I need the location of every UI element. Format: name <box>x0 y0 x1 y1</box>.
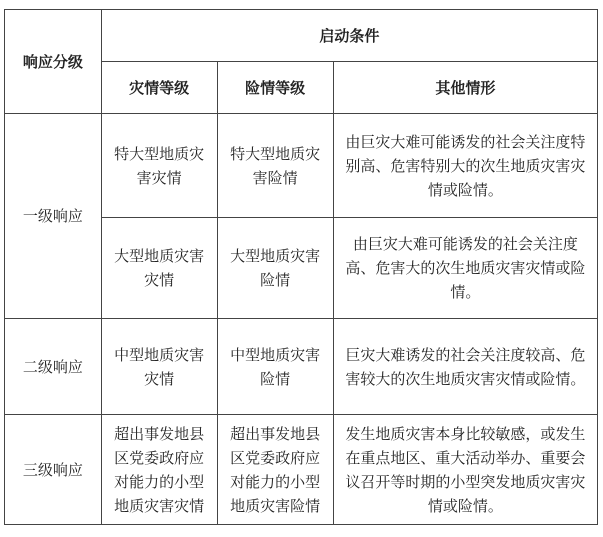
danger-grade-cell: 超出事发地县区党委政府应对能力的小型地质灾害险情 <box>217 415 333 525</box>
disaster-grade-cell: 超出事发地县区党委政府应对能力的小型地质灾害灾情 <box>101 415 217 525</box>
other-condition-cell: 由巨灾大难可能诱发的社会关注度高、危害大的次生地质灾害灾情或险情。 <box>333 218 597 319</box>
response-level-1: 一级响应 <box>5 114 102 319</box>
header-danger-grade: 险情等级 <box>217 62 333 114</box>
danger-grade-cell: 大型地质灾害险情 <box>217 218 333 319</box>
table-row <box>5 415 598 525</box>
danger-grade-cell: 特大型地质灾害险情 <box>217 114 333 218</box>
header-conditions: 启动条件 <box>101 10 597 62</box>
disaster-grade-cell: 中型地质灾害灾情 <box>101 319 217 415</box>
disaster-grade-cell: 特大型地质灾害灾情 <box>101 114 217 218</box>
danger-grade-cell: 中型地质灾害险情 <box>217 319 333 415</box>
table-row <box>5 319 598 415</box>
response-level-3: 三级响应 <box>5 415 102 525</box>
other-condition-cell: 由巨灾大难可能诱发的社会关注度特别高、危害特别大的次生地质灾害灾情或险情。 <box>333 114 597 218</box>
header-level: 响应分级 <box>5 10 102 114</box>
other-condition-cell: 巨灾大难诱发的社会关注度较高、危害较大的次生地质灾害灾情或险情。 <box>333 319 597 415</box>
header-row-1 <box>5 10 598 62</box>
other-condition-cell: 发生地质灾害本身比较敏感，或发生在重点地区、重大活动举办、重要会议召开等时期的小型突发地质灾害灾情或险情。 <box>333 415 597 525</box>
header-other: 其他情形 <box>333 62 597 114</box>
response-level-table <box>4 9 598 525</box>
header-disaster-grade: 灾情等级 <box>101 62 217 114</box>
disaster-grade-cell: 大型地质灾害灾情 <box>101 218 217 319</box>
table-row <box>5 114 598 218</box>
response-level-2: 二级响应 <box>5 319 102 415</box>
